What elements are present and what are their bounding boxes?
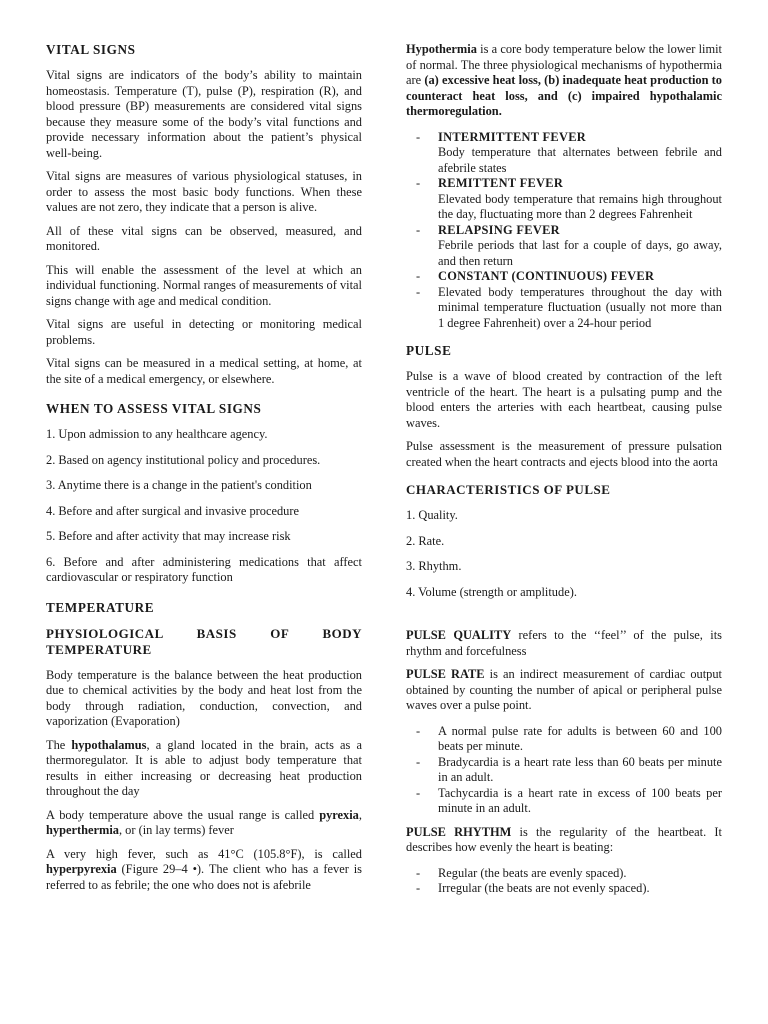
pulse-rhythm-paragraph: PULSE RHYTHM is the regularity of the heartbeat. It describes how evenly the heart is beating: bbox=[406, 824, 722, 854]
temperature-paragraph: Body temperature is the balance between the heat production due to chemical activities by the body and heat lost from the body through radiation, conduction, convection, and vaporization (Evaporation) bbox=[46, 667, 362, 728]
fever-title: RELAPSING FEVER bbox=[438, 222, 560, 237]
fever-item: - CONSTANT (CONTINUOUS) FEVER bbox=[406, 269, 722, 285]
list-item: - A normal pulse rate for adults is between 60 and 100 beats per minute. bbox=[416, 723, 722, 753]
list-item: 1. Upon admission to any healthcare agency. bbox=[46, 427, 268, 441]
hypothalamus-term: hypothalamus bbox=[71, 737, 147, 752]
vital-signs-paragraph: Vital signs are measures of various physiological statuses, in order to assess the most basic body functions. When these values are not zero, they indicate that a person is alive. bbox=[46, 169, 362, 214]
fever-title: CONSTANT (CONTINUOUS) FEVER bbox=[438, 269, 655, 283]
fever-item: - INTERMITTENT FEVER Body temperature that alternates between febrile and afebrile states bbox=[416, 129, 722, 175]
when-to-assess-heading: WHEN TO ASSESS VITAL SIGNS bbox=[46, 401, 262, 416]
list-item: 3. Anytime there is a change in the patient's condition bbox=[46, 478, 312, 492]
list-item: 3. Rhythm. bbox=[406, 559, 462, 573]
vital-signs-paragraph: All of these vital signs can be observed, measured, and monitored. bbox=[46, 223, 362, 253]
fever-description: Febrile periods that last for a couple of days, go away, and then return bbox=[438, 238, 722, 268]
temperature-heading: TEMPERATURE bbox=[46, 599, 155, 615]
fever-title: INTERMITTENT FEVER bbox=[438, 129, 587, 144]
list-item: 4. Before and after surgical and invasive procedure bbox=[46, 503, 299, 518]
list-item: - Regular (the beats are evenly spaced). bbox=[416, 865, 627, 880]
fever-item: - RELAPSING FEVER Febrile periods that last for a couple of days, go away, and then return bbox=[416, 222, 722, 268]
vital-signs-paragraph: This will enable the assessment of the level at which an individual functioning. Normal ranges of measurements of vital signs change with age and medical condition. bbox=[46, 262, 362, 308]
pulse-heading: PULSE bbox=[406, 343, 452, 358]
vital-signs-heading: VITAL SIGNS bbox=[46, 42, 136, 57]
list-item: 4. Volume (strength or amplitude). bbox=[406, 584, 577, 599]
list-item: 2. Based on agency institutional policy and procedures. bbox=[46, 452, 321, 467]
pyrexia-term: pyrexia bbox=[319, 807, 359, 822]
pulse-paragraph: Pulse assessment is the measurement of pressure pulsation created when the heart contracts and ejects blood into the aorta bbox=[406, 439, 722, 469]
list-item: 1. Quality. bbox=[406, 508, 458, 522]
fever-description: Body temperature that alternates between febrile and afebrile states bbox=[438, 145, 722, 175]
fever-description: Elevated body temperature that remains high throughout the day, fluctuating more than 2 degrees Fahrenheit bbox=[438, 191, 722, 221]
list-item: 6. Before and after administering medications that affect cardiovascular or respiratory function bbox=[46, 554, 362, 584]
hypothermia-paragraph: Hypothermia is a core body temperature below the lower limit of normal. The three physiological mechanisms of hypothermia are (a) excessive heat loss, (b) inadequate heat production to counteract heat loss, and (c) impaired hypothalamic thermoregulation. bbox=[406, 42, 722, 118]
pulse-rhythm-term: PULSE RHYTHM bbox=[406, 824, 512, 839]
fever-item: - REMITTENT FEVER Elevated body temperature that remains high throughout the day, fluctuating more than 2 degrees Fahrenheit bbox=[416, 176, 722, 221]
fever-types-list bbox=[406, 130, 722, 332]
list-item: - Bradycardia is a heart rate less than 60 beats per minute in an adult. bbox=[416, 754, 722, 784]
pulse-rhythm-list bbox=[406, 866, 722, 897]
hypothermia-term: Hypothermia bbox=[406, 42, 477, 56]
hypothalamus-paragraph: The hypothalamus, a gland located in the brain, acts as a thermoregulator. It is able to adjust body temperature that results in either increasing or decreasing heat production throughout the day bbox=[46, 737, 362, 798]
fever-title: REMITTENT FEVER bbox=[438, 176, 564, 190]
vital-signs-paragraph: Vital signs are indicators of the body’s ability to maintain homeostasis. Temperature (T), pulse (P), respiration (R), and blood pressure (BP) measurements are considered vital signs because they measure some of the body’s vital functions and provide necessary information about the patient’s physical well-being. bbox=[46, 68, 362, 160]
fever-item: - Elevated body temperatures throughout the day with minimal temperature fluctuation (usually not more than 1 degree Fahrenheit) over a 24-hour period bbox=[416, 284, 722, 330]
right-column bbox=[406, 42, 722, 905]
pulse-rate-list bbox=[406, 724, 722, 817]
pulse-quality-paragraph: PULSE QUALITY refers to the ‘‘feel’’ of the pulse, its rhythm and forcefulness bbox=[406, 628, 722, 658]
pulse-quality-term: PULSE QUALITY bbox=[406, 628, 512, 642]
when-to-assess-list bbox=[46, 427, 362, 586]
hyperthermia-term: hyperthermia bbox=[46, 823, 119, 837]
pulse-rate-term: PULSE RATE bbox=[406, 667, 485, 681]
vital-signs-paragraph: Vital signs can be measured in a medical setting, at home, at the site of a medical emergency, or elsewhere. bbox=[46, 356, 362, 386]
list-item: 2. Rate. bbox=[406, 533, 445, 548]
fever-description: Elevated body temperatures throughout the day with minimal temperature fluctuation (usually not more than 1 degree Fahrenheit) over a 24-hour period bbox=[438, 284, 722, 330]
pulse-rate-paragraph: PULSE RATE is an indirect measurement of cardiac output obtained by counting the number of apical or peripheral pulse waves over a pulse point. bbox=[406, 667, 722, 712]
list-item: 5. Before and after activity that may increase risk bbox=[46, 529, 291, 543]
list-item: - Irregular (the beats are not evenly spaced). bbox=[416, 881, 650, 895]
hyperpyrexia-term: hyperpyrexia bbox=[46, 862, 117, 876]
characteristics-heading: CHARACTERISTICS OF PULSE bbox=[406, 482, 611, 497]
characteristics-list bbox=[406, 508, 722, 600]
vital-signs-paragraph: Vital signs are useful in detecting or monitoring medical problems. bbox=[46, 317, 362, 347]
list-item: - Tachycardia is a heart rate in excess of 100 beats per minute in an adult. bbox=[416, 785, 722, 815]
physiological-basis-heading: PHYSIOLOGICAL BASIS OF BODY TEMPERATURE bbox=[46, 625, 362, 657]
hyperpyrexia-paragraph: A very high fever, such as 41°C (105.8°F), is called hyperpyrexia (Figure 29–4 •). The client who has a fever is referred to as febrile; the one who does not is afebrile bbox=[46, 846, 362, 892]
pyrexia-paragraph: A body temperature above the usual range is called pyrexia, hyperthermia, or (in lay terms) fever bbox=[46, 807, 362, 837]
left-column bbox=[46, 42, 362, 901]
pulse-paragraph: Pulse is a wave of blood created by contraction of the left ventricle of the heart. The heart is a pulsating pump and the blood enters the arteries with each heartbeat, causing pulse waves. bbox=[406, 369, 722, 430]
hypothermia-mechanisms: (a) excessive heat loss, (b) inadequate heat production to counteract heat loss, and (c) impaired hypothalamic thermoregulation. bbox=[406, 73, 722, 118]
